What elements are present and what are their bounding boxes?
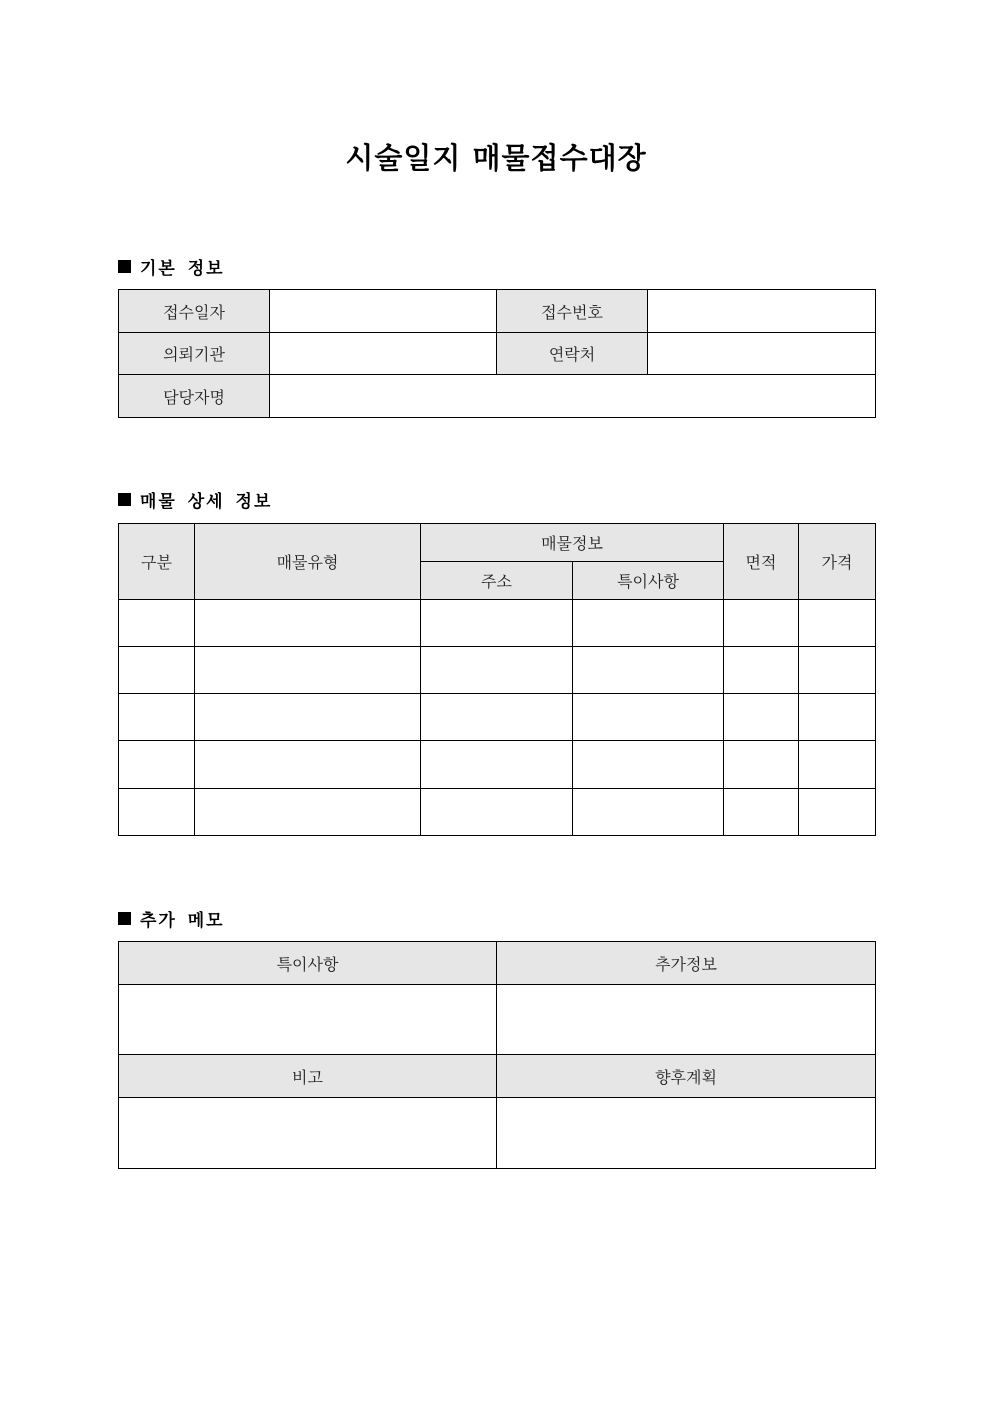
- label-receipt-number: 접수번호: [497, 290, 648, 333]
- square-bullet-icon: [118, 912, 131, 925]
- cell-notes[interactable]: [573, 789, 724, 836]
- square-bullet-icon: [118, 493, 131, 506]
- header-remarks: 비고: [119, 1055, 497, 1098]
- label-contact: 연락처: [497, 333, 648, 375]
- cell-area[interactable]: [724, 741, 799, 789]
- cell-notes[interactable]: [573, 741, 724, 789]
- cell-notes[interactable]: [573, 647, 724, 694]
- cell-address[interactable]: [421, 741, 573, 789]
- field-additional-info[interactable]: [497, 985, 876, 1055]
- cell-price[interactable]: [799, 694, 876, 741]
- field-requesting-agency[interactable]: [270, 333, 497, 375]
- field-manager-name[interactable]: [270, 375, 876, 418]
- cell-notes[interactable]: [573, 694, 724, 741]
- cell-price[interactable]: [799, 647, 876, 694]
- field-special-notes[interactable]: [119, 985, 497, 1055]
- section-title-text: 추가 메모: [140, 911, 225, 931]
- header-category: 구분: [119, 524, 195, 600]
- table-row: [119, 741, 876, 789]
- field-remarks[interactable]: [119, 1098, 497, 1169]
- cell-area[interactable]: [724, 647, 799, 694]
- cell-area[interactable]: [724, 600, 799, 647]
- header-future-plan: 향후계획: [497, 1055, 876, 1098]
- additional-memo-table: [118, 941, 876, 1169]
- header-area: 면적: [724, 524, 799, 600]
- table-row: [119, 694, 876, 741]
- section-title-text: 매물 상세 정보: [140, 492, 273, 512]
- property-details-table: [118, 523, 876, 836]
- cell-category[interactable]: [119, 600, 195, 647]
- cell-address[interactable]: [421, 789, 573, 836]
- header-property-type: 매물유형: [195, 524, 421, 600]
- header-property-info: 매물정보: [421, 524, 724, 562]
- header-notes: 특이사항: [573, 562, 724, 600]
- cell-category[interactable]: [119, 647, 195, 694]
- table-row: [119, 789, 876, 836]
- cell-property-type[interactable]: [195, 600, 421, 647]
- cell-address[interactable]: [421, 600, 573, 647]
- square-bullet-icon: [118, 260, 131, 273]
- field-future-plan[interactable]: [497, 1098, 876, 1169]
- cell-property-type[interactable]: [195, 789, 421, 836]
- label-requesting-agency: 의뢰기관: [119, 333, 270, 375]
- section-title-additional-memo: [118, 906, 225, 931]
- label-receipt-date: 접수일자: [119, 290, 270, 333]
- field-contact[interactable]: [648, 333, 876, 375]
- field-receipt-date[interactable]: [270, 290, 497, 333]
- header-address: 주소: [421, 562, 573, 600]
- basic-info-table: [118, 289, 876, 418]
- header-additional-info: 추가정보: [497, 942, 876, 985]
- cell-price[interactable]: [799, 789, 876, 836]
- cell-area[interactable]: [724, 789, 799, 836]
- cell-price[interactable]: [799, 600, 876, 647]
- cell-property-type[interactable]: [195, 647, 421, 694]
- table-row: [119, 600, 876, 647]
- cell-address[interactable]: [421, 647, 573, 694]
- cell-property-type[interactable]: [195, 694, 421, 741]
- cell-category[interactable]: [119, 789, 195, 836]
- field-receipt-number[interactable]: [648, 290, 876, 333]
- section-title-basic-info: [118, 254, 225, 279]
- cell-category[interactable]: [119, 741, 195, 789]
- cell-category[interactable]: [119, 694, 195, 741]
- cell-address[interactable]: [421, 694, 573, 741]
- cell-notes[interactable]: [573, 600, 724, 647]
- document-title: 시술일지 매물접수대장: [345, 141, 647, 175]
- table-row: [119, 647, 876, 694]
- header-special-notes: 특이사항: [119, 942, 497, 985]
- header-price: 가격: [799, 524, 876, 600]
- label-manager-name: 담당자명: [119, 375, 270, 418]
- cell-area[interactable]: [724, 694, 799, 741]
- cell-property-type[interactable]: [195, 741, 421, 789]
- section-title-text: 기본 정보: [140, 259, 225, 279]
- section-title-property-details: [118, 487, 272, 512]
- cell-price[interactable]: [799, 741, 876, 789]
